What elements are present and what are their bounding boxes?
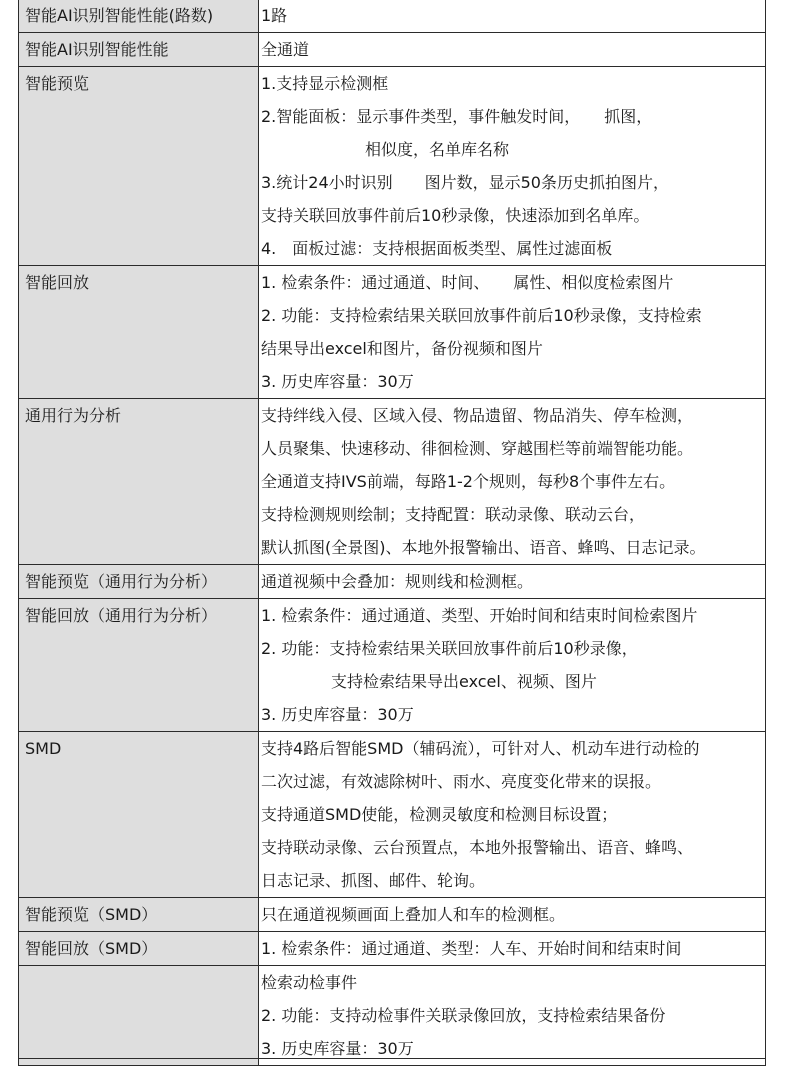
value-line: 通道视频中会叠加：规则线和检测框。 [261, 572, 534, 591]
value-line: 只在通道视频画面上叠加人和车的检测框。 [261, 905, 566, 924]
value-line: 3. 历史库容量：30万 [261, 1039, 414, 1058]
value-line: 3.统计24小时识别 图片数，显示50条历史抓拍图片， [261, 173, 669, 192]
row-label-empty [19, 966, 259, 1066]
value-line: 2.智能面板：显示事件类型，事件触发时间， 抓图， [261, 107, 653, 126]
row-value [259, 966, 766, 1066]
value-line: 支持4路后智能SMD（辅码流），可针对人、机动车进行动检的 [261, 739, 700, 758]
table-row [19, 0, 766, 33]
value-line: 结果导出excel和图片，备份视频和图片 [261, 339, 543, 358]
row-label: SMD [19, 732, 259, 898]
row-label: 智能回放（通用行为分析） [19, 599, 259, 732]
table-row [19, 732, 766, 898]
table-row [19, 966, 766, 1066]
value-line: 2. 功能：支持检索结果关联回放事件前后10秒录像，支持检索 [261, 306, 702, 325]
value-line: 支持关联回放事件前后10秒录像，快速添加到名单库。 [261, 206, 650, 225]
row-value [259, 565, 766, 599]
value-line: 人员聚集、快速移动、徘徊检测、穿越围栏等前端智能功能。 [261, 439, 694, 458]
value-line: 1. 检索条件：通过通道、类型、开始时间和结束时间检索图片 [261, 606, 698, 625]
row-label: 智能AI识别智能性能(路数) [19, 0, 259, 33]
value-line: 4. 面板过滤：支持根据面板类型、属性过滤面板 [261, 239, 613, 258]
value-line: 二次过滤，有效滤除树叶、雨水、亮度变化带来的误报。 [261, 772, 662, 791]
value-line: 检索动检事件 [261, 973, 358, 992]
table-row [19, 266, 766, 399]
value-line: 相似度，名单库名称 [365, 140, 510, 159]
row-value [259, 732, 766, 898]
value-line: 日志记录、抓图、邮件、轮询。 [261, 871, 486, 890]
value-line: 3. 历史库容量：30万 [261, 705, 414, 724]
value-line: 全通道支持IVS前端，每路1-2个规则，每秒8个事件左右。 [261, 472, 676, 491]
row-label: 智能预览（通用行为分析） [19, 565, 259, 599]
value-line: 1路 [261, 6, 288, 25]
value-line: 1.支持显示检测框 [261, 74, 389, 93]
row-value [259, 33, 766, 67]
row-label: 智能回放 [19, 266, 259, 399]
table-bottom-edge [18, 1058, 765, 1064]
value-line: 全通道 [261, 40, 310, 59]
table-row [19, 399, 766, 565]
table-row [19, 67, 766, 266]
value-line: 3. 历史库容量：30万 [261, 372, 414, 391]
value-line: 支持检测规则绘制；支持配置：联动录像、联动云台， [261, 505, 646, 524]
row-label: 智能AI识别智能性能 [19, 33, 259, 67]
row-value [259, 399, 766, 565]
table-row [19, 33, 766, 67]
table-row [19, 932, 766, 966]
spec-table [18, 0, 766, 1066]
table-row [19, 898, 766, 932]
row-value [259, 599, 766, 732]
value-line: 2. 功能：支持动检事件关联录像回放，支持检索结果备份 [261, 1006, 666, 1025]
row-value [259, 0, 766, 33]
value-line: 2. 功能：支持检索结果关联回放事件前后10秒录像， [261, 639, 638, 658]
row-value [259, 67, 766, 266]
value-line: 支持联动录像、云台预置点，本地外报警输出、语音、蜂鸣、 [261, 838, 694, 857]
table-row [19, 565, 766, 599]
row-label: 智能预览（SMD） [19, 898, 259, 932]
value-line: 支持检索结果导出excel、视频、图片 [331, 672, 597, 691]
table-row [19, 599, 766, 732]
row-label: 智能预览 [19, 67, 259, 266]
row-label: 通用行为分析 [19, 399, 259, 565]
value-line: 支持绊线入侵、区域入侵、物品遗留、物品消失、停车检测， [261, 406, 694, 425]
value-line: 1. 检索条件：通过通道、类型：人车、开始时间和结束时间 [261, 939, 682, 958]
value-line: 支持通道SMD使能，检测灵敏度和检测目标设置； [261, 805, 618, 824]
row-value [259, 898, 766, 932]
row-value [259, 932, 766, 966]
value-line: 默认抓图(全景图)、本地外报警输出、语音、蜂鸣、日志记录。 [261, 538, 706, 557]
row-label: 智能回放（SMD） [19, 932, 259, 966]
value-line: 1. 检索条件：通过通道、时间、 属性、相似度检索图片 [261, 273, 674, 292]
row-value [259, 266, 766, 399]
